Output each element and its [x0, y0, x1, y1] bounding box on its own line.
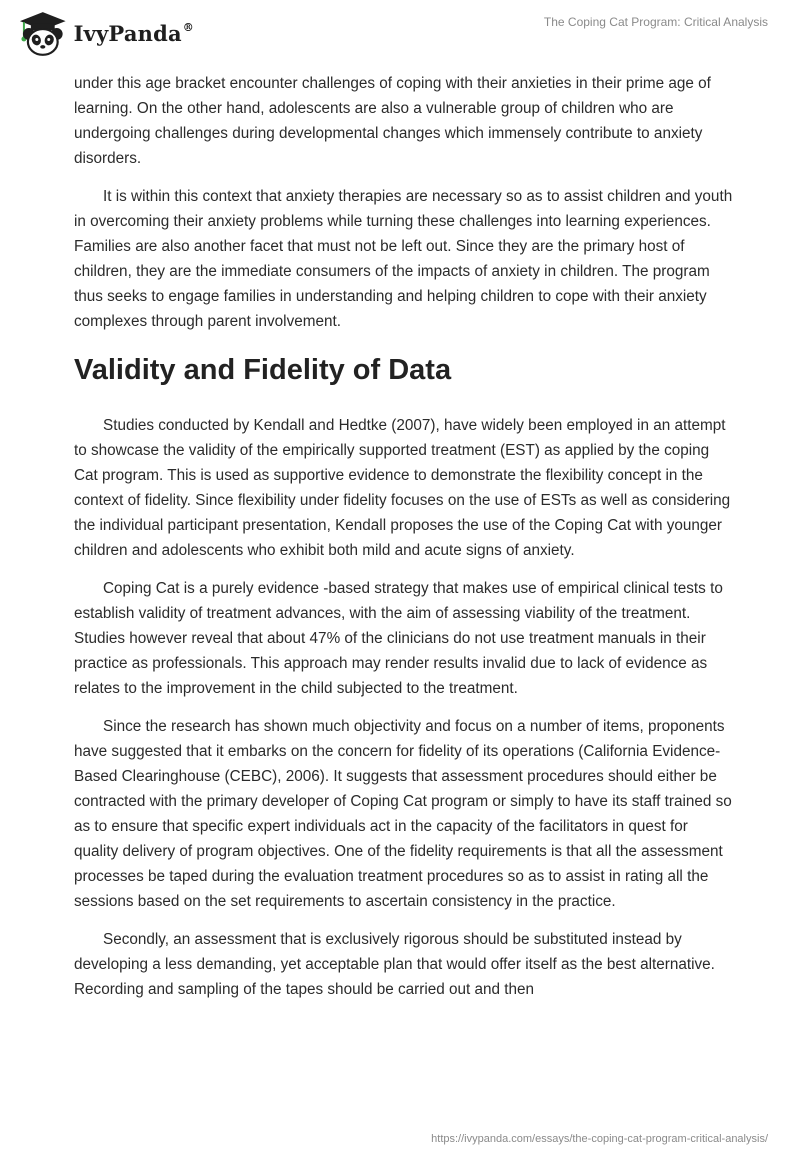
paragraph: Studies conducted by Kendall and Hedtke (2007), have widely been employed in an attempt to showcase the validity of the empirically supported treatment (EST) as applied by the coping Cat program. This is used as supportive evidence to demonstrate the flexibility concept in the context of fidelity. Since flexibility under fidelity focuses on the use of ESTs as well as considering the individual participant presentation, Kendall proposes the use of the Coping Cat with younger children and adolescents who exhibit both mild and acute signs of anxiety. [74, 417, 731, 559]
paragraph: under this age bracket encounter challenges of coping with their anxieties in their prime age of learning. On the other hand, adolescents are also a vulnerable group of children who are undergoing challenges during developmental changes which immensely contribute to anxiety disorders. [74, 75, 711, 167]
ivypanda-logo[interactable] [14, 8, 194, 58]
essay-body [74, 71, 734, 1015]
document-title: The Coping Cat Program: Critical Analysis [543, 15, 768, 29]
paragraph: Secondly, an assessment that is exclusively rigorous should be substituted instead by developing a less demanding, yet acceptable plan that would offer itself as the best alternative. Recording and sampling of the tapes should be carried out and then [74, 931, 715, 998]
paragraph: Since the research has shown much objectivity and focus on a number of items, proponents have suggested that it embarks on the concern for fidelity of its operations (California Evidence-Based Clearinghouse (CEBC), 2006). It suggests that assessment procedures should either be contracted with the primary developer of Coping Cat program or simply to have its staff trained so as to ensure that specific expert individuals act in the capacity of the facilitators in quest for quality delivery of program objectives. One of the fidelity requirements is that all the assessment processes be taped during the evaluation treatment procedures so as to assist in rating all the sessions based on the set requirements to ascertain consistency in the practice. [74, 718, 732, 910]
paragraph: It is within this context that anxiety therapies are necessary so as to assist children and youth in overcoming their anxiety problems while turning these challenges into learning experiences. Families are also another facet that must not be left out. Since they are the primary host of children, they are the immediate consumers of the impacts of anxiety in children. The program thus seeks to engage families in understanding and helping children to cope with their anxiety complexes through parent involvement. [74, 188, 733, 330]
source-url[interactable]: https://ivypanda.com/essays/the-coping-cat-program-critical-analysis/ [431, 1133, 768, 1145]
section-heading: Validity and Fidelity of Data [74, 354, 452, 386]
paragraph: Coping Cat is a purely evidence -based strategy that makes use of empirical clinical tests to establish validity of treatment advances, with the aim of assessing viability of the treatment. Studies however reveal that about 47% of the clinicians do not use treatment manuals in their practice as professionals. This approach may render results invalid due to lack of evidence as relates to the improvement in the child subjected to the treatment. [74, 580, 723, 697]
panda-graduate-icon [14, 8, 72, 58]
brand-name: IvyPanda® [73, 20, 194, 46]
page-header [0, 0, 800, 70]
